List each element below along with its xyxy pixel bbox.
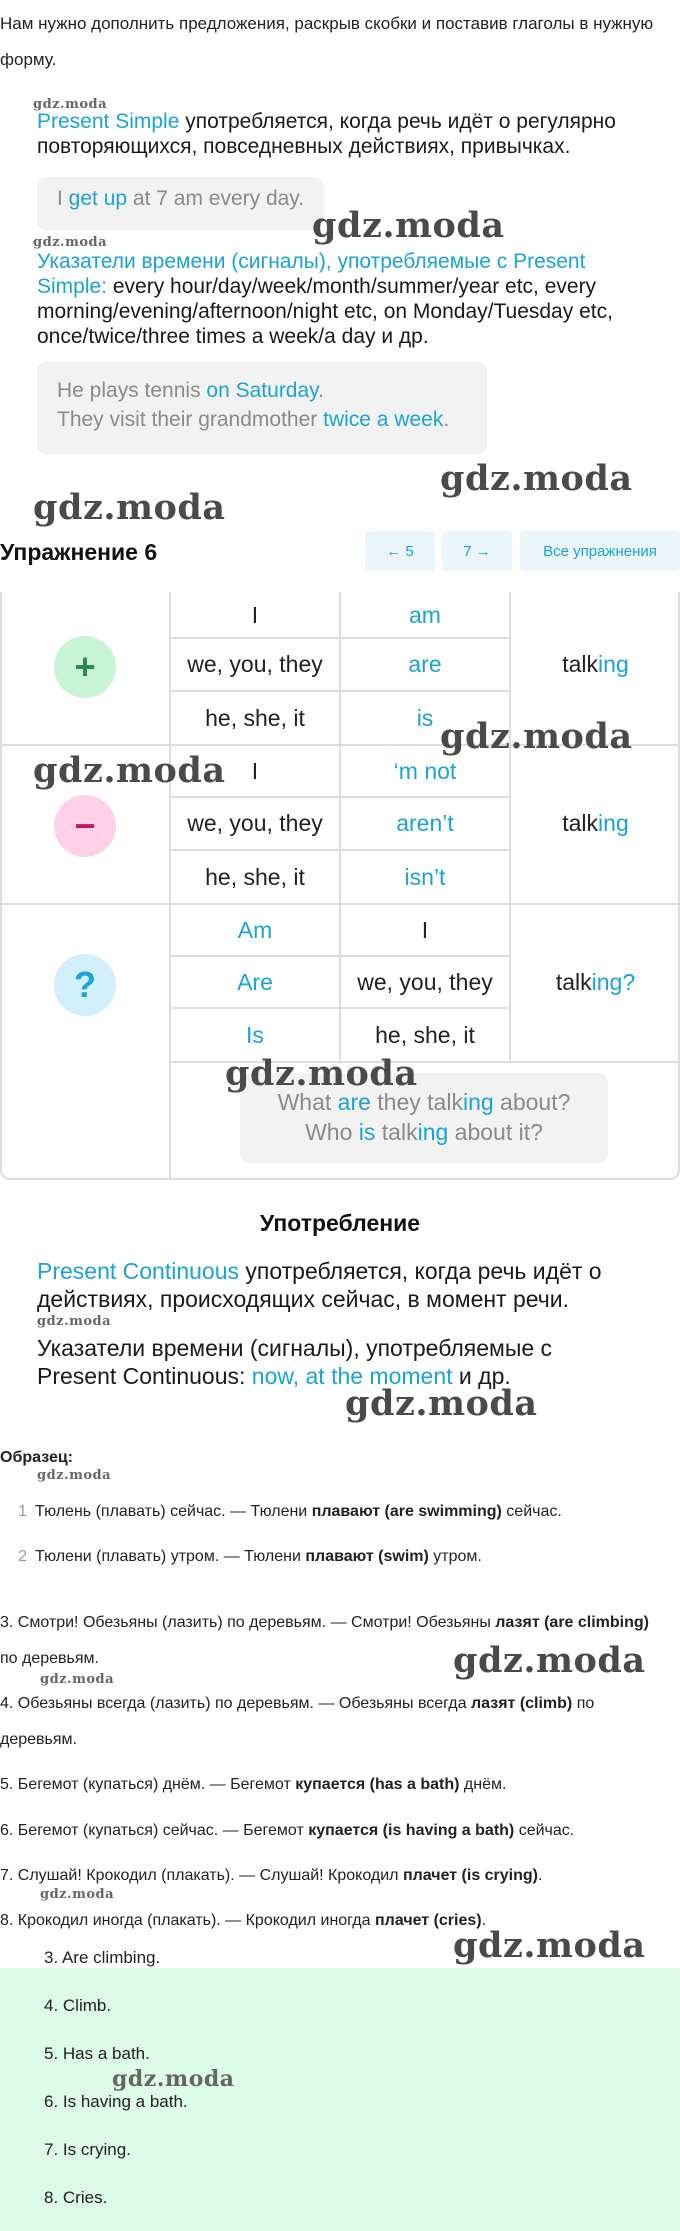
verb-cell xyxy=(511,639,680,690)
verb-base: talk xyxy=(562,810,599,836)
verb-cell xyxy=(511,798,680,849)
item-answer: плавают (swim) xyxy=(305,1548,429,1565)
q-text: Who xyxy=(305,1119,359,1145)
answer-item: 6. Is having a bath. xyxy=(44,2092,188,2111)
task-text: 4. Обезьяны всегда (лазить) по деревьям. — Обезьяны всегда xyxy=(0,1695,471,1712)
task-text: . xyxy=(538,1867,543,1884)
signals-highlight: now, at the moment xyxy=(251,1363,453,1389)
watermark: gdz.moda xyxy=(33,487,226,528)
q-text: What xyxy=(277,1089,338,1115)
verb-base: talk xyxy=(555,968,592,995)
watermark: gdz.moda xyxy=(112,2066,235,2092)
watermark: gdz.moda xyxy=(37,1468,112,1483)
definition-text: употребляется, когда речь идёт о регулярно повторяющихся, повседневных действиях, привычках. xyxy=(37,110,616,158)
example-text: I xyxy=(57,187,69,210)
watermark: gdz.moda xyxy=(312,205,505,246)
subject-cell: he, she, it xyxy=(205,704,305,731)
present-continuous-definition xyxy=(37,1257,647,1313)
aux-cell: isn’t xyxy=(404,863,446,890)
example-text: . xyxy=(443,408,450,431)
present-simple-signals xyxy=(37,249,657,349)
item-text: Тюлень (плавать) сейчас. — Тюлени xyxy=(35,1503,312,1520)
present-continuous-signals xyxy=(37,1334,597,1390)
example-line xyxy=(57,376,467,405)
watermark: gdz.moda xyxy=(40,1887,115,1902)
example-highlight: get up xyxy=(68,187,128,210)
minus-icon: − xyxy=(54,795,116,857)
aux-cell: Am xyxy=(237,916,273,943)
subject-cell: I xyxy=(251,602,259,628)
task-answer: лазят (climb) xyxy=(470,1695,573,1712)
term: Present Simple xyxy=(37,110,180,133)
subject-cell: we, you, they xyxy=(187,651,323,677)
question-icon: ? xyxy=(54,954,116,1016)
question-example xyxy=(240,1117,608,1147)
item-number: 2 xyxy=(18,1548,27,1565)
sample-title: Образец: xyxy=(0,1449,73,1466)
all-exercises-button[interactable]: Все упражнения xyxy=(520,531,680,571)
example-line xyxy=(57,405,467,434)
prev-exercise-button[interactable]: ← 5 xyxy=(365,531,435,571)
q-hl: are xyxy=(337,1089,371,1115)
watermark: gdz.moda xyxy=(33,235,108,250)
watermark: gdz.moda xyxy=(440,458,633,499)
aux-cell: are xyxy=(408,651,442,677)
task-answer: плачет (cries) xyxy=(374,1912,482,1929)
watermark: gdz.moda xyxy=(40,1672,115,1687)
answer-item: 7. Is crying. xyxy=(44,2140,131,2159)
task-text: днём. xyxy=(459,1776,507,1793)
usage-title: Употребление xyxy=(259,1210,421,1236)
item-number: 1 xyxy=(18,1503,27,1520)
answer-item: 8. Cries. xyxy=(44,2188,108,2207)
next-exercise-button[interactable]: 7 → xyxy=(442,531,512,571)
aux-cell: Is xyxy=(246,1021,264,1048)
verb-ending: ing xyxy=(598,810,629,836)
task-text: 7. Слушай! Крокодил (плакать). — Слушай! Крокодил xyxy=(0,1867,403,1884)
example-text: He plays tennis xyxy=(57,379,207,402)
item-text: сейчас. xyxy=(501,1503,562,1520)
task-text: по деревьям. xyxy=(0,1650,99,1667)
task-text: 3. Смотри! Обезьяны (лазить) по деревьям. — Смотри! Обезьяны xyxy=(0,1614,496,1631)
verb-base: talk xyxy=(562,651,599,677)
q-text: they talk xyxy=(370,1089,463,1115)
subject-cell: I xyxy=(251,757,259,784)
q-text: talk xyxy=(375,1119,418,1145)
signals-text: Указатели времени (сигналы), употребляемые с Present Continuous: xyxy=(37,1335,553,1389)
task-answer: лазят (are climbing) xyxy=(495,1614,649,1631)
exercise-title: Упражнение 6 xyxy=(0,539,158,565)
watermark: gdz.moda xyxy=(37,1314,112,1329)
task-item xyxy=(0,1686,660,1758)
subject-cell: we, you, they xyxy=(187,810,323,836)
aux-cell: ‘m not xyxy=(393,757,457,784)
signals-term: Указатели времени (сигналы), употребляемые с Present Simple: xyxy=(37,250,586,298)
task-answer: купается (is having a bath) xyxy=(308,1822,515,1839)
task-item xyxy=(0,1813,660,1849)
verb-ending: ing xyxy=(598,651,629,677)
watermark: gdz.moda xyxy=(225,1053,418,1094)
watermark: gdz.moda xyxy=(33,750,226,791)
example-box xyxy=(37,177,324,230)
task-answer: купается (has a bath) xyxy=(295,1776,460,1793)
aux-cell: Are xyxy=(237,968,273,995)
example-text: They visit their grandmother xyxy=(57,408,324,431)
answer-item: 5. Has a bath. xyxy=(44,2044,150,2063)
term: Present Continuous xyxy=(37,1258,240,1284)
sample-item xyxy=(0,1494,660,1530)
example-text: at 7 am every day. xyxy=(127,187,305,210)
watermark: gdz.moda xyxy=(453,1925,646,1966)
task-text: по деревьям. xyxy=(0,1695,595,1748)
q-hl: ing xyxy=(462,1089,494,1115)
example-highlight: on Saturday xyxy=(206,379,319,402)
plus-icon: + xyxy=(54,636,116,698)
task-text: сейчас. xyxy=(514,1822,575,1839)
item-text: утром. xyxy=(428,1548,482,1565)
signals-end: и др. xyxy=(452,1363,511,1389)
subject-cell: he, she, it xyxy=(375,1021,475,1048)
answer-item: 4. Climb. xyxy=(44,1996,112,2015)
q-hl: is xyxy=(358,1119,376,1145)
subject-cell: he, she, it xyxy=(205,863,305,890)
task-answer: плачет (is crying) xyxy=(402,1867,538,1884)
signals-text: every hour/day/week/month/summer/year etc, every morning/evening/afternoon/night etc, on Monday/Tuesday etc, once/twice/three times a week/a day и др. xyxy=(37,275,613,348)
aux-cell: is xyxy=(416,704,434,731)
aux-cell: am xyxy=(409,602,441,628)
task-text: . xyxy=(481,1912,487,1929)
task-text: 5. Бегемот (купаться) днём. — Бегемот xyxy=(0,1776,296,1793)
example-box-2 xyxy=(37,362,487,454)
subject-cell: I xyxy=(421,916,429,943)
verb-cell xyxy=(511,957,680,1007)
q-text: about? xyxy=(493,1089,571,1115)
present-simple-definition xyxy=(37,109,657,159)
item-answer: плавают (are swimming) xyxy=(311,1503,502,1520)
task-item xyxy=(0,1767,660,1803)
definition-text: употребляется, когда речь идёт о действиях, происходящих сейчас, в момент речи. xyxy=(37,1258,602,1312)
watermark: gdz.moda xyxy=(33,97,108,112)
watermark: gdz.moda xyxy=(345,1383,538,1424)
sample-item xyxy=(0,1539,660,1575)
task-text: 6. Бегемот (купаться) сейчас. — Бегемот xyxy=(0,1822,309,1839)
intro-text: Нам нужно дополнить предложения, раскрыв скобки и поставив глаголы в нужную форму. xyxy=(0,14,654,69)
verb-ending: ing? xyxy=(591,968,636,995)
aux-cell: aren’t xyxy=(396,810,454,836)
q-text: about it? xyxy=(448,1119,543,1145)
answer-item: 3. Are climbing. xyxy=(44,1948,161,1967)
item-text: Тюлени (плавать) утром. — Тюлени xyxy=(35,1548,306,1565)
subject-cell: we, you, they xyxy=(357,968,493,995)
watermark: gdz.moda xyxy=(453,1640,646,1681)
example-highlight: twice a week xyxy=(323,408,444,431)
example-text: . xyxy=(318,379,324,402)
watermark: gdz.moda xyxy=(440,716,633,757)
task-text: 8. Крокодил иногда (плакать). — Крокодил иногда xyxy=(0,1912,375,1929)
q-hl: ing xyxy=(417,1119,449,1145)
